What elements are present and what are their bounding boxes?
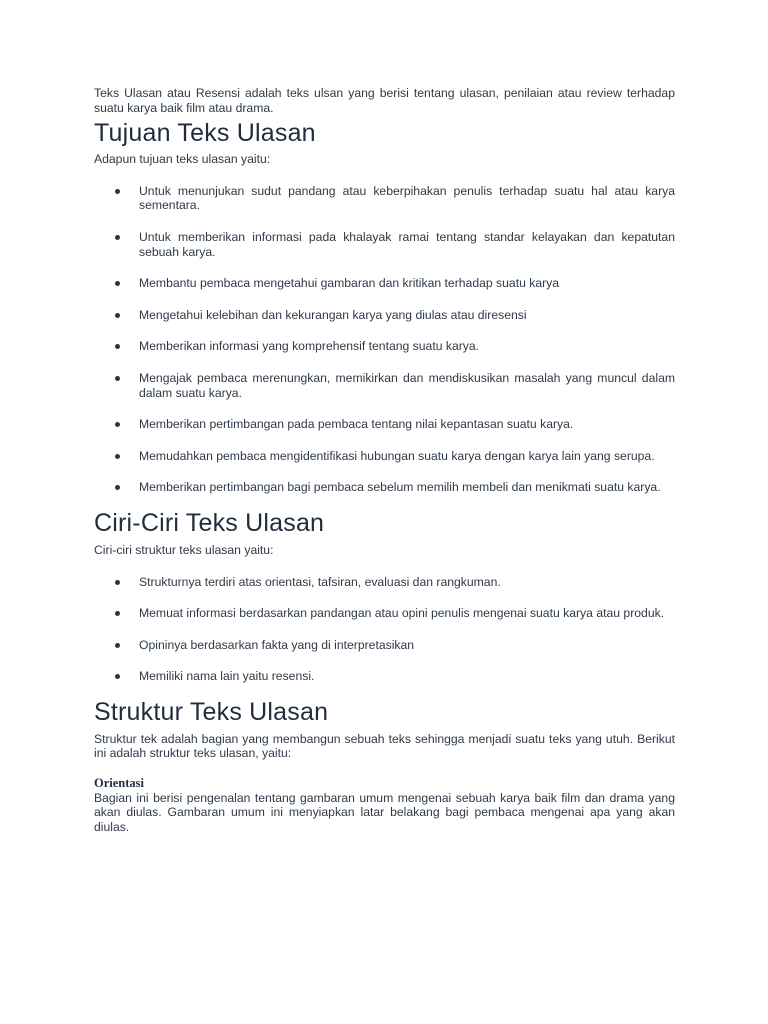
bullet-icon [115,422,120,427]
list-item: Mengetahui kelebihan dan kekurangan karya yang diulas atau diresensi [94,308,675,323]
heading-struktur: Struktur Teks Ulasan [94,697,329,726]
list-item: Memberikan informasi yang komprehensif tentang suatu karya. [94,339,675,354]
bullet-icon [115,376,120,381]
bullet-icon [115,313,120,318]
list-item: Untuk memberikan informasi pada khalayak ramai tentang standar kelayakan dan kepatutan sebuah karya. [94,230,675,259]
bullet-icon [115,189,120,194]
bullet-icon [115,611,120,616]
list-item: Untuk menunjukan sudut pandang atau keberpihakan penulis terhadap suatu hal atau karya sementara. [94,184,675,213]
intro-paragraph: Teks Ulasan atau Resensi adalah teks ulsan yang berisi tentang ulasan, penilaian atau review terhadap suatu karya baik film atau drama. [94,86,675,115]
list-item: Mengajak pembaca merenungkan, memikirkan dan mendiskusikan masalah yang muncul dalam dalam suatu karya. [94,371,675,400]
bullet-icon [115,674,120,679]
list-item: Memberikan pertimbangan pada pembaca tentang nilai kepantasan suatu karya. [94,417,675,432]
tujuan-list [94,184,675,495]
list-item: Opininya berdasarkan fakta yang di interpretasikan [94,638,675,653]
document-page [94,86,675,834]
ciri-lead: Ciri-ciri struktur teks ulasan yaitu: [94,542,274,557]
bullet-icon [115,281,120,286]
bullet-icon [115,454,120,459]
bullet-icon [115,485,120,490]
bullet-icon [115,580,120,585]
ciri-list [94,575,675,684]
list-item: Membantu pembaca mengetahui gambaran dan kritikan terhadap suatu karya [94,276,675,291]
heading-tujuan: Tujuan Teks Ulasan [94,119,316,148]
bullet-icon [115,344,120,349]
list-item: Memudahkan pembaca mengidentifikasi hubungan suatu karya dengan karya lain yang serupa. [94,449,675,464]
list-item: Memberikan pertimbangan bagi pembaca sebelum memilih membeli dan menikmati suatu karya. [94,480,675,495]
orientasi-heading: Orientasi [94,776,144,791]
list-item: Strukturnya terdiri atas orientasi, tafsiran, evaluasi dan rangkuman. [94,575,675,590]
struktur-lead: Struktur tek adalah bagian yang membangun sebuah teks sehingga menjadi suatu teks yang utuh. Berikut ini adalah struktur teks ulasan, yaitu: [94,731,675,761]
list-item: Memiliki nama lain yaitu resensi. [94,669,675,684]
bullet-icon [115,235,120,240]
heading-ciri: Ciri-Ciri Teks Ulasan [94,508,325,537]
tujuan-lead: Adapun tujuan teks ulasan yaitu: [94,152,271,167]
bullet-icon [115,643,120,648]
orientasi-body: Bagian ini berisi pengenalan tentang gambaran umum mengenai sebuah karya baik film dan drama yang akan diulas. Gambaran umum ini menyiapkan latar belakang bagi pembaca mengenai apa yang akan diulas. [94,790,675,834]
list-item: Memuat informasi berdasarkan pandangan atau opini penulis mengenai suatu karya atau produk. [94,606,675,621]
